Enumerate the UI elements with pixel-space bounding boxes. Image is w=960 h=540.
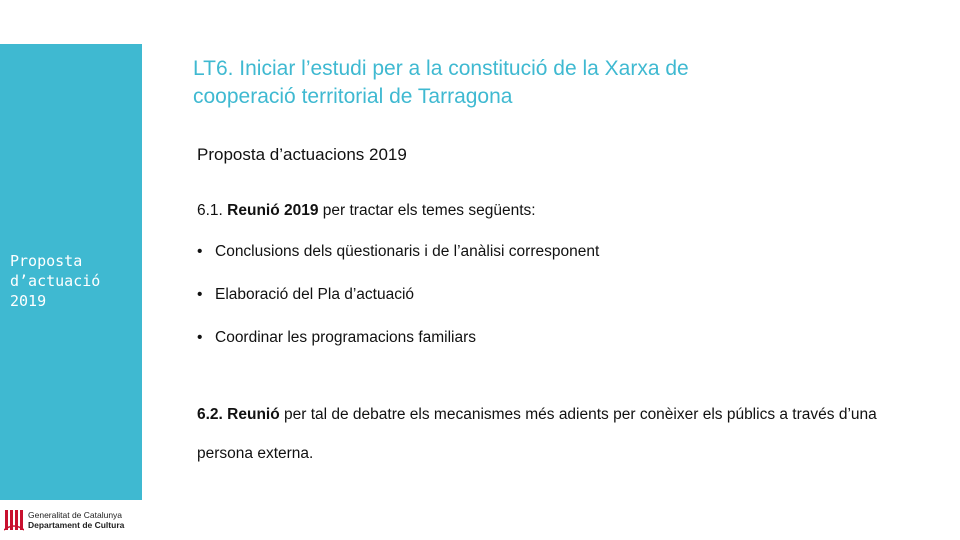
bullet-list (197, 242, 599, 371)
list-item-text: Elaboració del Pla d’actuació (215, 286, 415, 303)
list-item-text: Conclusions dels qüestionaris i de l’anàlisi corresponent (215, 243, 600, 260)
list-item (197, 285, 599, 328)
slide-subtitle: Proposta d’actuacions 2019 (197, 145, 407, 164)
sidebar-panel (0, 44, 142, 500)
logo-text (28, 510, 124, 530)
section-bold-text: 6.2. Reunió (197, 406, 280, 423)
sidebar-label-line: Proposta (10, 252, 83, 270)
sidebar-label-line: d’actuació (10, 272, 101, 290)
sidebar-label (10, 251, 138, 311)
section-number: 6.1. (197, 202, 228, 219)
list-item (197, 242, 599, 285)
list-item (197, 328, 599, 371)
slide-title-line: LT6. Iniciar l’estudi per a la constitució de la Xarxa de (193, 57, 689, 80)
bullet-icon: • (197, 286, 203, 303)
list-item-text: Coordinar les programacions familiars (215, 329, 477, 346)
sidebar-label-line: 2019 (10, 292, 47, 310)
catalan-flag-icon (4, 508, 24, 532)
slide-title (193, 55, 893, 111)
generalitat-logo (4, 507, 144, 533)
bullet-icon: • (197, 329, 203, 346)
logo-line-generalitat: Generalitat de Catalunya (28, 510, 123, 520)
bullet-icon: • (197, 243, 203, 260)
logo-line-department: Departament de Cultura (28, 520, 125, 530)
section-bold-text: Reunió 2019 (227, 202, 319, 219)
section-text: per tal de debatre els mecanismes més adients per conèixer els públics a través d’una persona externa. (197, 406, 877, 462)
section-6-1 (197, 201, 536, 221)
section-6-2 (197, 395, 917, 473)
section-text: per tractar els temes següents: (318, 202, 536, 219)
slide-title-line: cooperació territorial de Tarragona (193, 85, 513, 108)
